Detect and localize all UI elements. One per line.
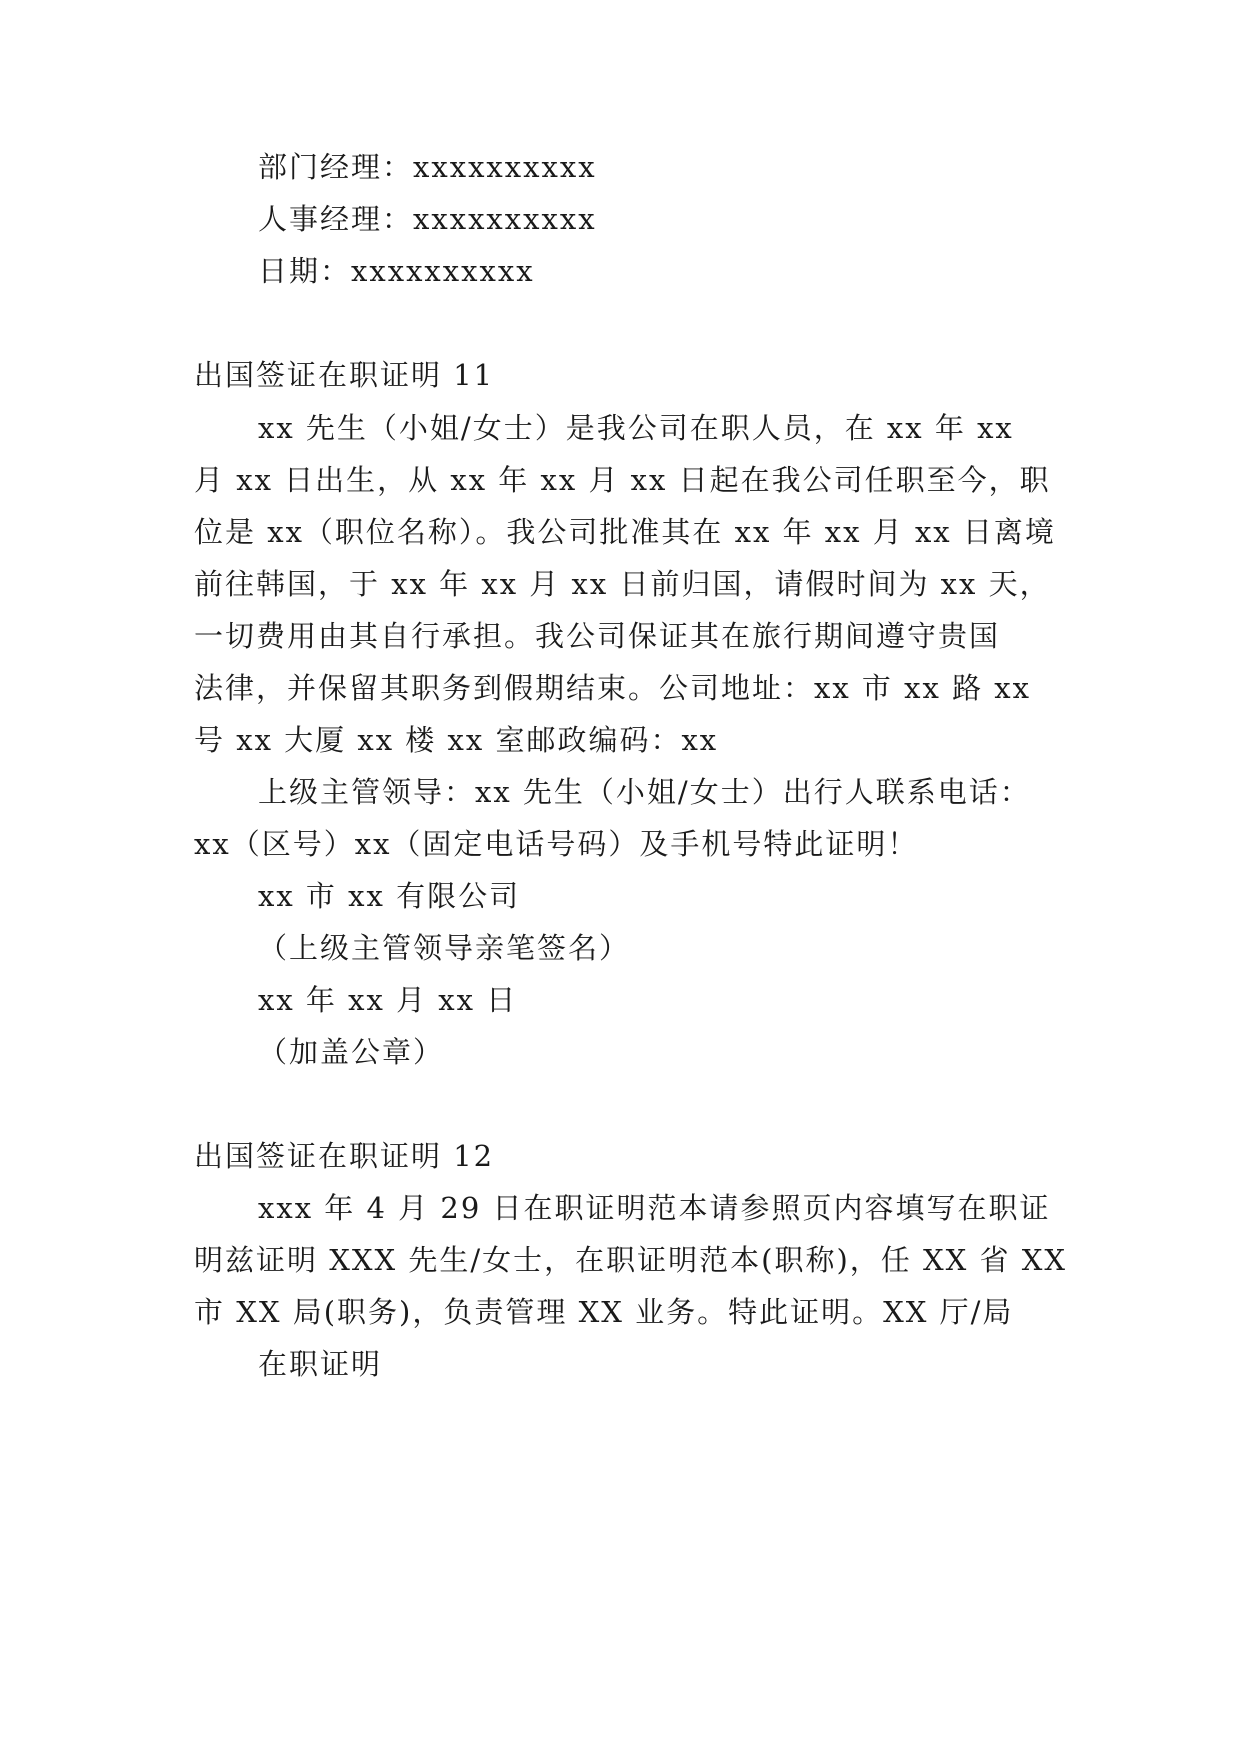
section12-p1-line-2: 市 XX 局(职务)，负责管理 XX 业务。特此证明。XX 厅/局: [194, 1295, 1014, 1329]
section11-p1-line-4: 一切费用由其自行承担。我公司保证其在旅行期间遵守贵国: [194, 619, 1001, 653]
section11-p2-line-1: xx（区号）xx（固定电话号码）及手机号特此证明！: [194, 827, 919, 861]
section12-p1-line-0: xxx 年 4 月 29 日在职证明范本请参照页内容填写在职证: [258, 1191, 1051, 1225]
section11-p1-line-0: xx 先生（小姐/女士）是我公司在职人员，在 xx 年 xx: [258, 411, 1014, 445]
section11-seal-note: （加盖公章）: [258, 1035, 445, 1069]
section11-p1-line-1: 月 xx 日出生，从 xx 年 xx 月 xx 日起在我公司任职至今，职: [194, 463, 1051, 497]
section12-closing: 在职证明: [258, 1347, 383, 1381]
section11-title: 出国签证在职证明 11: [194, 358, 495, 392]
section11-p1-line-6: 号 xx 大厦 xx 楼 xx 室邮政编码：xx: [194, 723, 719, 757]
hr-manager-line: 人事经理：xxxxxxxxxx: [258, 202, 597, 236]
section11-company: xx 市 xx 有限公司: [258, 879, 521, 913]
section11-p1-line-2: 位是 xx（职位名称）。我公司批准其在 xx 年 xx 月 xx 日离境: [194, 515, 1056, 549]
section11-p2-line-0: 上级主管领导：xx 先生（小姐/女士）出行人联系电话：: [258, 775, 1031, 809]
section12-title: 出国签证在职证明 12: [194, 1139, 495, 1173]
section12-p1-line-1: 明兹证明 XXX 先生/女士，在职证明范本(职称)，任 XX 省 XX: [194, 1243, 1068, 1277]
date-line: 日期：xxxxxxxxxx: [258, 254, 535, 288]
dept-manager-line: 部门经理：xxxxxxxxxx: [258, 150, 597, 184]
section11-p1-line-5: 法律，并保留其职务到假期结束。公司地址：xx 市 xx 路 xx: [194, 671, 1032, 705]
section11-p1-line-3: 前往韩国，于 xx 年 xx 月 xx 日前归国，请假时间为 xx 天，: [194, 567, 1051, 601]
section11-date: xx 年 xx 月 xx 日: [258, 983, 518, 1017]
section11-signature-note: （上级主管领导亲笔签名）: [258, 931, 631, 965]
